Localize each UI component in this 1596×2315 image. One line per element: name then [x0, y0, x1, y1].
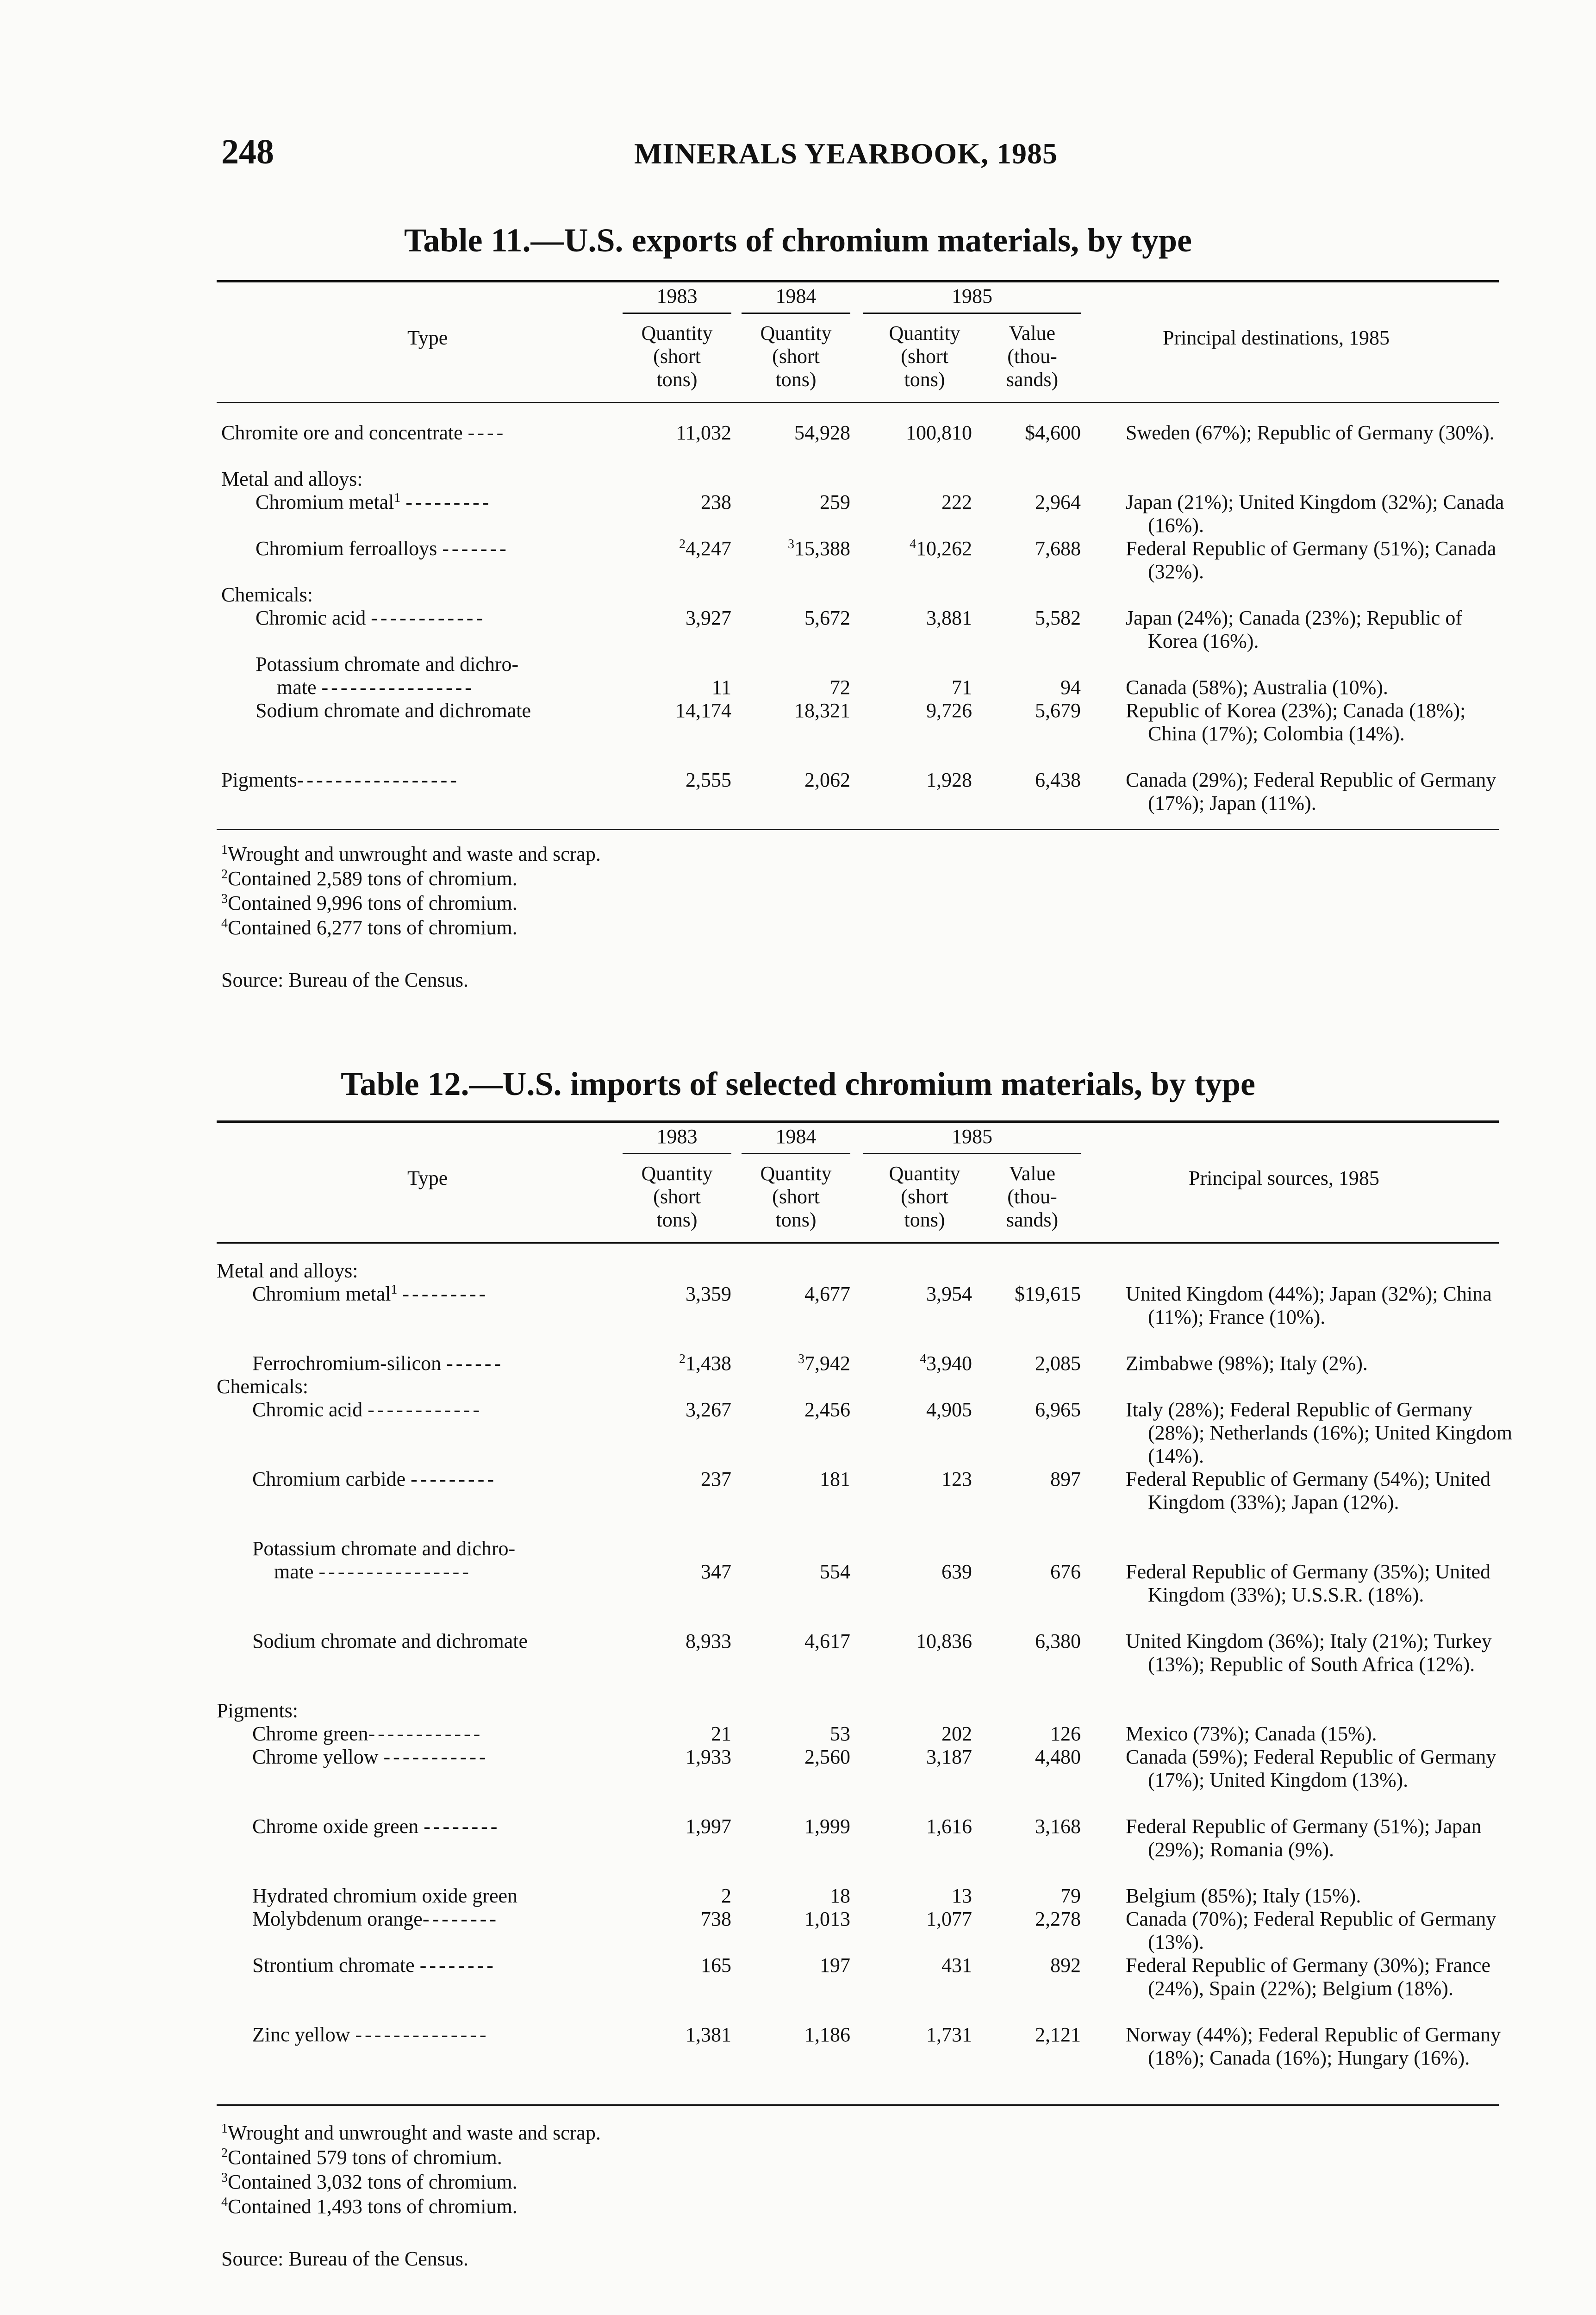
cell-q1984: 5,672: [804, 607, 850, 629]
rule-1984: [742, 1153, 850, 1154]
qty-line1: Quantity: [889, 322, 960, 344]
cell-source: Canada (59%); Federal Republic of Germany (17%); United Kingdom (13%).: [1126, 1746, 1496, 1791]
table11-type-header: Type: [407, 326, 448, 349]
cell-q1985: 100,810: [906, 421, 972, 444]
cell-q1984: 259: [820, 491, 850, 513]
table11-source: Source: Bureau of the Census.: [221, 969, 468, 991]
cell-q1983: $^2$4,247: [679, 537, 731, 560]
cell-q1985: $^4$10,262: [910, 537, 972, 560]
qty-line2: (short: [901, 345, 948, 368]
cell-q1983: 21: [711, 1722, 731, 1745]
cell-q1983: 738: [701, 1908, 731, 1930]
cell-q1983: 2: [721, 1884, 731, 1907]
cell-value: 5,582: [1035, 607, 1081, 629]
table-row-label: Chrome green------------: [252, 1722, 483, 1745]
cell-q1985: 222: [941, 491, 972, 513]
qty-line1: Quantity: [641, 1162, 713, 1185]
cell-value: 2,121: [1035, 2023, 1081, 2046]
table11-top-rule: [217, 280, 1499, 282]
cell-q1983: 3,267: [686, 1398, 731, 1421]
table12-top-rule: [217, 1120, 1499, 1123]
qty-line1: Quantity: [641, 322, 713, 344]
table11-year-1983: 1983: [656, 285, 698, 307]
cell-q1984: 197: [820, 1954, 850, 1977]
cell-q1984: $^3$7,942: [798, 1352, 850, 1375]
footnote: $^3$Contained 3,032 tons of chromium.: [221, 2171, 517, 2193]
qty-line1: Quantity: [889, 1162, 960, 1185]
cell-q1985: 639: [941, 1560, 972, 1583]
cell-q1985: 431: [941, 1954, 972, 1977]
page-number: 248: [221, 132, 274, 171]
cell-source: Federal Republic of Germany (35%); United Kingdom (33%); U.S.S.R. (18%).: [1126, 1560, 1491, 1606]
table12-title: Table 12.—U.S. imports of selected chromium materials, by type: [341, 1065, 1255, 1102]
table11-footnotes: [221, 842, 601, 992]
cell-value: 892: [1050, 1954, 1081, 1977]
table-row-label: Chromic acid ------------: [256, 607, 486, 629]
cell-q1983: 165: [701, 1954, 731, 1977]
cell-q1983: 14,174: [675, 699, 731, 722]
cell-value: $19,615: [1015, 1283, 1081, 1305]
cell-destination: Japan (21%); United Kingdom (32%); Canada (16%).: [1126, 491, 1504, 537]
cell-q1984: $^3$15,388: [788, 537, 850, 560]
cell-value: 79: [1060, 1884, 1081, 1907]
table12-year-1985: 1985: [952, 1125, 992, 1148]
table11-year-1984: 1984: [775, 285, 817, 307]
cell-value: 7,688: [1035, 537, 1081, 560]
qty-line2: (short: [653, 345, 701, 368]
qty-line1: Quantity: [760, 1162, 832, 1185]
running-head: MINERALS YEARBOOK, 1985: [634, 137, 1058, 170]
qty-line2: (short: [772, 345, 820, 368]
table-row-label: Chrome yellow -----------: [252, 1746, 489, 1768]
cell-q1984: 53: [830, 1722, 850, 1745]
cell-q1985: 4,905: [926, 1398, 972, 1421]
cell-source: Federal Republic of Germany (51%); Japan (29%); Romania (9%).: [1126, 1815, 1482, 1861]
cell-destination: Republic of Korea (23%); Canada (18%); China (17%); Colombia (14%).: [1126, 699, 1466, 745]
table-row-label-line2: mate ----------------: [274, 1560, 472, 1583]
qty-line2: (short: [901, 1185, 948, 1208]
table12-sources-header: Principal sources, 1985: [1189, 1167, 1379, 1189]
table-row-label: Chrome oxide green --------: [252, 1815, 500, 1838]
table-row-label: Ferrochromium-silicon ------: [252, 1352, 504, 1375]
cell-q1983: 237: [701, 1468, 731, 1490]
cell-q1985: 1,928: [926, 769, 972, 791]
footnote: $^1$Wrought and unwrought and waste and scrap.: [221, 2121, 601, 2144]
rule-1985: [863, 1153, 1081, 1154]
cell-source: United Kingdom (44%); Japan (32%); China (11%); France (10%).: [1126, 1283, 1492, 1328]
table11-year-1985: 1985: [952, 285, 992, 307]
cell-q1983: 1,997: [686, 1815, 731, 1838]
cell-q1983: 1,381: [686, 2023, 731, 2046]
rule-1983: [623, 313, 731, 314]
cell-value: 2,278: [1035, 1908, 1081, 1930]
qty-line3: tons): [904, 1208, 945, 1231]
cell-value: 676: [1050, 1560, 1081, 1583]
cell-q1985: 10,836: [916, 1630, 972, 1652]
table12-bottom-rule: [217, 2104, 1499, 2106]
table-row-label: Chromic acid ------------: [252, 1398, 483, 1421]
cell-q1984: 4,677: [804, 1283, 850, 1305]
cell-q1983: 3,359: [686, 1283, 731, 1305]
rule-1983: [623, 1153, 731, 1154]
table12-type-header: Type: [407, 1167, 448, 1189]
qty-line3: tons): [775, 1208, 817, 1231]
cell-q1984: 18,321: [794, 699, 850, 722]
cell-value: 3,168: [1035, 1815, 1081, 1838]
cell-source: Italy (28%); Federal Republic of Germany (28%); Netherlands (16%); United Kingdom (14%).: [1126, 1398, 1512, 1467]
cell-source: Mexico (73%); Canada (15%).: [1126, 1722, 1377, 1745]
cell-q1983: $^2$1,438: [679, 1352, 731, 1375]
footnote: $^4$Contained 1,493 tons of chromium.: [221, 2195, 517, 2218]
cell-q1983: 11,032: [676, 421, 731, 444]
cell-q1985: 3,187: [926, 1746, 972, 1768]
table-row-label: Sodium chromate and dichromate: [256, 699, 531, 722]
cell-source: Belgium (85%); Italy (15%).: [1126, 1884, 1361, 1907]
table-row-label: Zinc yellow --------------: [252, 2023, 489, 2046]
table11-bottom-rule: [217, 829, 1499, 830]
cell-q1983: 2,555: [686, 769, 731, 791]
value-line3: sands): [1006, 368, 1059, 391]
qty-line2: (short: [653, 1185, 701, 1208]
table12-qty-1983-header: [620, 1162, 734, 1232]
table-section-label: Metal and alloys:: [217, 1259, 358, 1282]
qty-line3: tons): [904, 368, 945, 391]
table11-qty-1983-header: [620, 322, 734, 391]
table-section-label: Metal and alloys:: [221, 468, 363, 490]
table-row-label: Hydrated chromium oxide green: [252, 1884, 518, 1907]
cell-value: 126: [1050, 1722, 1081, 1745]
cell-q1985: $^4$3,940: [920, 1352, 972, 1375]
value-line3: sands): [1006, 1208, 1059, 1231]
value-line1: Value: [1009, 322, 1056, 344]
cell-source: Norway (44%); Federal Republic of Germany (18%); Canada (16%); Hungary (16%).: [1126, 2023, 1501, 2069]
cell-q1983: 8,933: [686, 1630, 731, 1652]
table-row-label: Chromium ferroalloys -------: [256, 537, 509, 560]
value-line2: (thou-: [1007, 345, 1057, 368]
cell-q1984: 4,617: [804, 1630, 850, 1652]
table-row-label: Molybdenum orange--------: [252, 1908, 499, 1930]
cell-source: Zimbabwe (98%); Italy (2%).: [1126, 1352, 1368, 1375]
cell-value: 897: [1050, 1468, 1081, 1490]
cell-q1985: 3,881: [926, 607, 972, 629]
cell-q1983: 3,927: [686, 607, 731, 629]
cell-q1984: 72: [830, 676, 850, 699]
cell-q1985: 71: [952, 676, 972, 699]
cell-q1985: 3,954: [926, 1283, 972, 1305]
qty-line3: tons): [775, 368, 817, 391]
footnote: $^2$Contained 2,589 tons of chromium.: [221, 867, 517, 890]
cell-value: 5,679: [1035, 699, 1081, 722]
table12-footnotes: [221, 2121, 601, 2271]
value-line2: (thou-: [1007, 1185, 1057, 1208]
cell-q1984: 18: [830, 1884, 850, 1907]
cell-q1984: 554: [820, 1560, 850, 1583]
cell-value: 6,438: [1035, 769, 1081, 791]
rule-1985: [863, 313, 1081, 314]
footnote: $^3$Contained 9,996 tons of chromium.: [221, 892, 517, 914]
cell-q1985: 1,616: [926, 1815, 972, 1838]
qty-line2: (short: [772, 1185, 820, 1208]
cell-q1984: 181: [820, 1468, 850, 1490]
table-section-label: Pigments:: [217, 1699, 299, 1722]
cell-q1983: 1,933: [686, 1746, 731, 1768]
cell-q1984: 54,928: [794, 421, 850, 444]
cell-source: Federal Republic of Germany (54%); United Kingdom (33%); Japan (12%).: [1126, 1468, 1491, 1514]
footnote: $^2$Contained 579 tons of chromium.: [221, 2146, 502, 2169]
cell-q1983: 238: [701, 491, 731, 513]
cell-q1984: 2,456: [804, 1398, 850, 1421]
qty-line1: Quantity: [760, 322, 832, 344]
cell-q1985: 1,077: [926, 1908, 972, 1930]
cell-q1985: 1,731: [926, 2023, 972, 2046]
table12-qty-1985-header: [868, 1162, 981, 1232]
footnote: $^1$Wrought and unwrought and waste and scrap.: [221, 843, 601, 865]
cell-q1984: 2,062: [804, 769, 850, 791]
table-row-label: Strontium chromate --------: [252, 1954, 496, 1977]
cell-q1985: 9,726: [926, 699, 972, 722]
table11-destinations-header: Principal destinations, 1985: [1163, 326, 1390, 349]
table-row-label: Chromium carbide ---------: [252, 1468, 497, 1490]
cell-value: 4,480: [1035, 1746, 1081, 1768]
cell-destination: Federal Republic of Germany (51%); Canada (32%).: [1126, 537, 1496, 583]
cell-q1983: 11: [711, 676, 731, 699]
cell-value: 6,380: [1035, 1630, 1081, 1652]
qty-line3: tons): [656, 368, 698, 391]
cell-destination: Sweden (67%); Republic of Germany (30%).: [1126, 421, 1495, 444]
table-section-label: Chemicals:: [217, 1375, 308, 1398]
table-row-label: Sodium chromate and dichromate: [252, 1630, 528, 1652]
table-row-label: Pigments-----------------: [221, 769, 460, 791]
cell-q1985: 202: [941, 1722, 972, 1745]
table12-value-header: [986, 1162, 1079, 1232]
table-row-label: Chromium metal$^1$ ---------: [252, 1283, 489, 1305]
table12-header-rule: [217, 1242, 1499, 1244]
cell-value: $4,600: [1025, 421, 1081, 444]
qty-line3: tons): [656, 1208, 698, 1231]
cell-q1984: 1,186: [804, 2023, 850, 2046]
table11-qty-1985-header: [868, 322, 981, 391]
cell-value: 2,964: [1035, 491, 1081, 513]
table-row-label-line1: Potassium chromate and dichro-: [252, 1537, 516, 1560]
footnote: $^4$Contained 6,277 tons of chromium.: [221, 916, 517, 939]
cell-destination: Japan (24%); Canada (23%); Republic of Korea (16%).: [1126, 607, 1462, 652]
cell-value: 94: [1060, 676, 1081, 699]
cell-q1984: 1,999: [804, 1815, 850, 1838]
table12-qty-1984-header: [739, 1162, 853, 1232]
value-line1: Value: [1009, 1162, 1056, 1185]
cell-q1983: 347: [701, 1560, 731, 1583]
table11-title: Table 11.—U.S. exports of chromium materials, by type: [404, 222, 1192, 259]
table11-qty-1984-header: [739, 322, 853, 391]
cell-source: United Kingdom (36%); Italy (21%); Turkey (13%); Republic of South Africa (12%).: [1126, 1630, 1492, 1676]
cell-q1985: 123: [941, 1468, 972, 1490]
cell-q1984: 1,013: [804, 1908, 850, 1930]
table12-year-1983: 1983: [656, 1125, 698, 1148]
table11-value-header: [986, 322, 1079, 391]
cell-destination: Canada (58%); Australia (10%).: [1126, 676, 1388, 699]
table-row-label: Chromium metal$^1$ ---------: [256, 491, 492, 513]
table-row-label-line2: mate ----------------: [277, 676, 474, 699]
table12-year-1984: 1984: [775, 1125, 817, 1148]
cell-q1985: 13: [952, 1884, 972, 1907]
cell-q1984: 2,560: [804, 1746, 850, 1768]
table-section-label: Chemicals:: [221, 583, 313, 606]
cell-source: Federal Republic of Germany (30%); France (24%), Spain (22%); Belgium (18%).: [1126, 1954, 1491, 2000]
cell-destination: Canada (29%); Federal Republic of Germany (17%); Japan (11%).: [1126, 769, 1496, 814]
table-row-label: Chromite ore and concentrate ----: [221, 421, 506, 444]
table12-source: Source: Bureau of the Census.: [221, 2247, 468, 2270]
table11-header-rule: [217, 402, 1499, 403]
cell-value: 2,085: [1035, 1352, 1081, 1375]
cell-source: Canada (70%); Federal Republic of Germany (13%).: [1126, 1908, 1496, 1953]
rule-1984: [742, 313, 850, 314]
cell-value: 6,965: [1035, 1398, 1081, 1421]
table-row-label-line1: Potassium chromate and dichro-: [256, 653, 519, 676]
